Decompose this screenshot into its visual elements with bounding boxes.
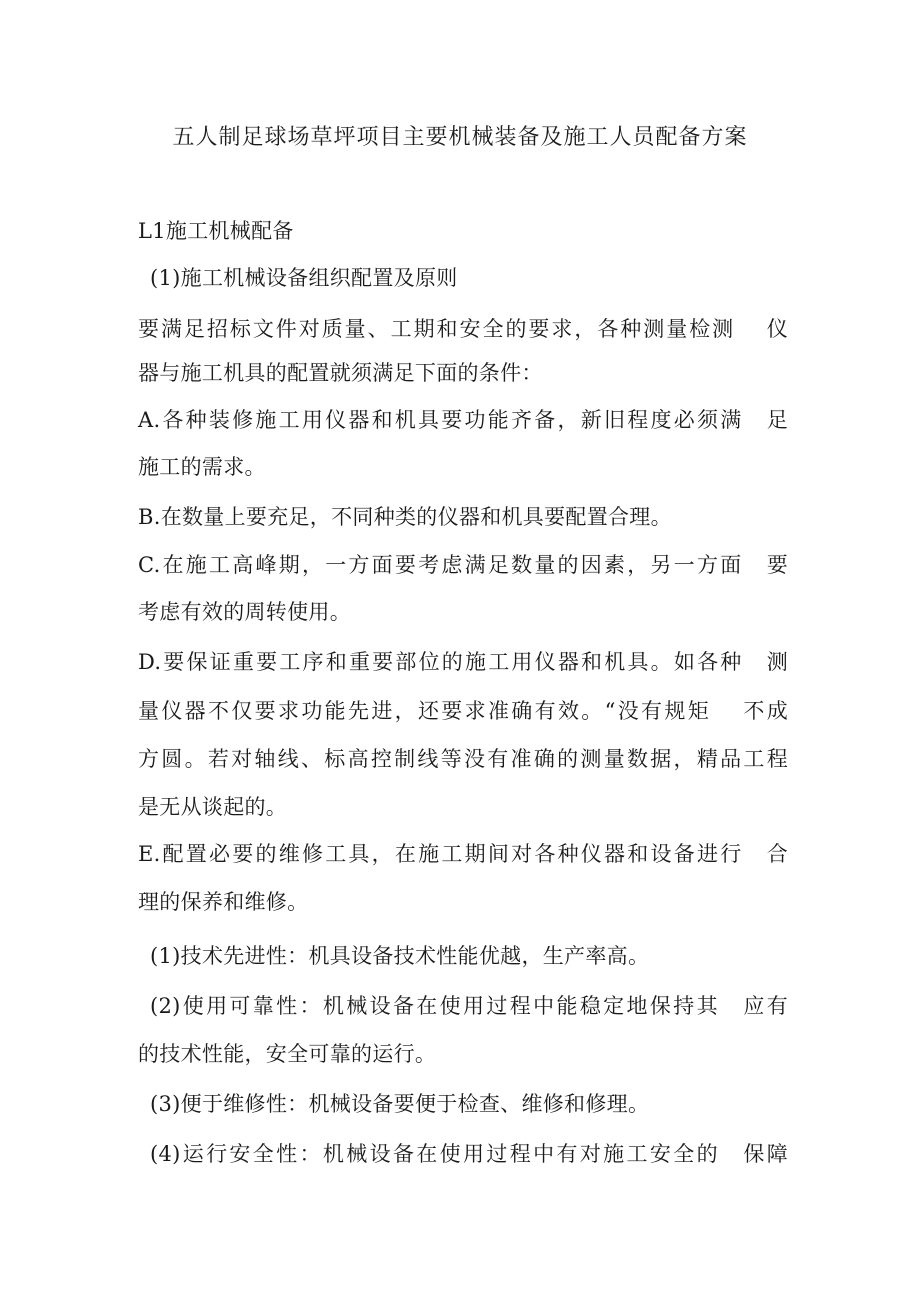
list-item-d-line: 是无从谈起的。 (138, 795, 288, 819)
section-heading: L1施工机械配备 (138, 219, 294, 243)
document-title: 五人制足球场草坪项目主要机械装备及施工人员配备方案 (172, 125, 748, 150)
list-item-b: B.在数量上要充足，不同种类的仪器和机具要配置合理。 (138, 505, 672, 529)
principle-item-3: (3)便于维修性：机械设备要便于检查、维修和修理。 (150, 1092, 650, 1116)
list-item-c-line: C.在施工高峰期，一方面要考虑满足数量的因素，另一方面 要 (138, 553, 788, 577)
list-item-e-line: E.配置必要的维修工具，在施工期间对各种仪器和设备进行 合 (138, 842, 788, 866)
subsection-heading: (1)施工机械设备组织配置及原则 (150, 266, 458, 290)
list-item-c-line: 考虑有效的周转使用。 (138, 600, 351, 624)
list-item-a-line: 施工的需求。 (138, 455, 266, 479)
principle-item-1: (1)技术先进性：机具设备技术性能优越，生产率高。 (150, 944, 650, 968)
list-item-a-line: A.各种装修施工用仪器和机具要功能齐备，新旧程度必须满 足 (138, 408, 788, 432)
list-item-e-line: 理的保养和维修。 (138, 890, 309, 914)
paragraph-line: 要满足招标文件对质量、工期和安全的要求，各种测量检测 仪 (138, 317, 788, 341)
principle-item-2-line: 的技术性能，安全可靠的运行。 (138, 1042, 437, 1066)
list-item-d-line: 方圆。若对轴线、标高控制线等没有准确的测量数据，精品工程 (138, 747, 788, 771)
list-item-d-line: 量仪器不仅要求功能先进，还要求准确有效。“没有规矩 不成 (138, 699, 788, 723)
principle-item-4-line: (4)运行安全性：机械设备在使用过程中有对施工安全的 保障 (150, 1142, 788, 1166)
paragraph-line: 器与施工机具的配置就须满足下面的条件： (138, 361, 543, 385)
list-item-d-line: D.要保证重要工序和重要部位的施工用仪器和机具。如各种 测 (138, 650, 788, 674)
principle-item-2-line: (2)使用可靠性：机械设备在使用过程中能稳定地保持其 应有 (150, 994, 788, 1018)
